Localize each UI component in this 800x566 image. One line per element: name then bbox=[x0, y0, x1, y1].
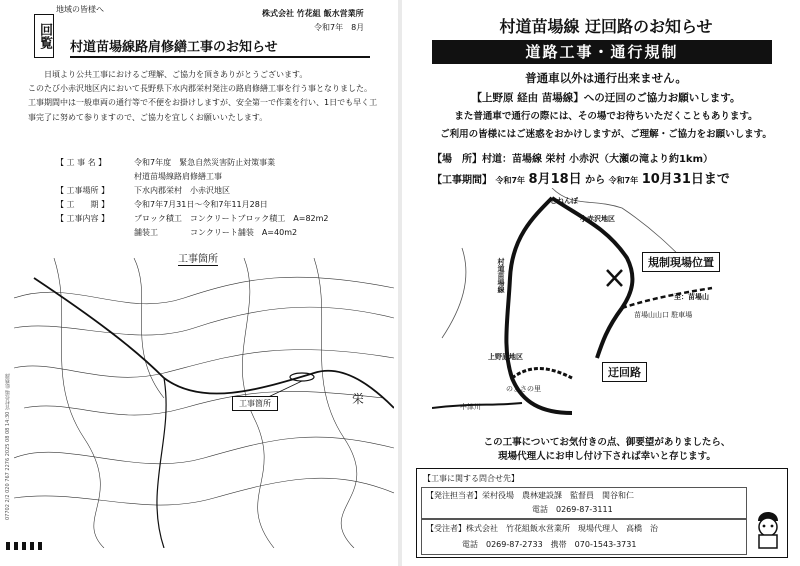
info-value: 舗装工 コンクリート舗装 A=40m2 bbox=[134, 228, 298, 237]
village-road bbox=[597, 308, 622, 358]
map-label-river: 中津川 bbox=[460, 403, 481, 411]
contact-request-line-2: 現場代理人にお申し付け下されば幸いと存じます。 bbox=[498, 451, 716, 462]
project-info bbox=[56, 156, 376, 240]
mascot-icon bbox=[753, 503, 783, 549]
info-row bbox=[56, 212, 376, 226]
intro-paragraph-1: 日頃より公共工事におけるご理解、ご協力を頂きありがとうございます。 bbox=[44, 70, 308, 79]
left-title: 村道苗場線路肩修繕工事のお知らせ bbox=[70, 36, 370, 58]
detour-request: 【上野原 経由 苗場線】への迂回のご協力お願いします。 bbox=[471, 92, 741, 104]
info-value: 下水内郡栄村 小赤沢地区 bbox=[134, 186, 230, 195]
right-notice-page bbox=[402, 0, 800, 566]
orderer-box bbox=[421, 487, 747, 519]
contact-request bbox=[432, 436, 782, 464]
info-label: 【 工事内容 】 bbox=[56, 214, 110, 223]
left-notice-page bbox=[0, 0, 398, 566]
info-value: 令和7年7月31日～令和7年11月28日 bbox=[134, 200, 268, 209]
info-row bbox=[56, 170, 376, 184]
info-row bbox=[56, 156, 376, 170]
site-label: 工事箇所 bbox=[232, 396, 278, 411]
detour-road bbox=[512, 369, 572, 378]
info-row bbox=[56, 198, 376, 212]
info-label: 【 工 期 】 bbox=[56, 200, 110, 209]
waiting-notice: また普通車で通行の際には、その場でお待ちいただくこともあります。 bbox=[454, 111, 758, 122]
info-value: 令和7年度 緊急自然災害防止対策事業 bbox=[134, 158, 276, 167]
restriction-banner: 道路工事・通行規制 bbox=[432, 40, 772, 64]
orderer-name: 【発注担当者】栄村役場 農林建設課 監督員 関谷和仁 bbox=[426, 491, 634, 500]
village-road bbox=[506, 198, 572, 413]
map-label-peak: 至：苗場山 bbox=[674, 293, 709, 301]
contact-request-line-1: この工事についてお気付きの点、御要望がありましたら、 bbox=[483, 437, 731, 448]
info-value: ブロック積工 コンクリートブロック積工 A=82m2 bbox=[134, 214, 329, 223]
place-label: 栄 bbox=[352, 392, 365, 406]
vehicle-notice: 普通車以外は通行出来ません。 bbox=[525, 71, 687, 85]
period-line bbox=[432, 168, 792, 187]
period-label: 【工事期間】 bbox=[432, 175, 492, 186]
addressee: 地域の皆様へ bbox=[56, 5, 104, 14]
info-value: 村道苗場線路肩修繕工事 bbox=[134, 172, 222, 181]
detour-map bbox=[432, 188, 792, 428]
map-label-uenohara: 上野原地区 bbox=[488, 353, 523, 361]
map-label-koakasawa: 小赤沢地区 bbox=[580, 215, 615, 223]
topographic-map bbox=[14, 258, 394, 548]
contact-heading: 【工事に関する問合せ先】 bbox=[423, 474, 519, 483]
map-label-tonenbo: とねんぼ bbox=[550, 197, 578, 205]
info-label: 【 工 事 名 】 bbox=[56, 158, 107, 167]
detour-label: 迂回路 bbox=[602, 362, 647, 382]
road-line bbox=[34, 278, 394, 408]
info-label bbox=[56, 226, 134, 240]
map-label-route: 村道苗場線 bbox=[497, 258, 505, 293]
contractor-name: 【受注者】株式会社 竹花組飯水営業所 現場代理人 高橋 治 bbox=[426, 524, 658, 533]
period-start-era: 令和7年 bbox=[495, 176, 526, 185]
info-row bbox=[56, 184, 376, 198]
info-label: 【 工事場所 】 bbox=[56, 186, 110, 195]
fax-margin-print: 07702 2/2 020 767 2276 2025 08 08 14:30 宮村役場 総務課 bbox=[5, 373, 11, 520]
info-label bbox=[56, 170, 134, 184]
intro-paragraph-2: このたび小赤沢地区内において長野県下水内郡栄村発注の路肩修繕工事を行う事となりました。工事期間中は一般車両の通行等で不便をお掛けしますが、安全第一で作業を行い、1日でも早く工事完了に努めて参りますので、ご協力を宜しくお願いいたします。 bbox=[28, 84, 378, 122]
detour-title: 村道苗場線 迂回路のお知らせ bbox=[499, 17, 713, 36]
checker-mark bbox=[6, 542, 42, 550]
intro-text bbox=[28, 68, 378, 125]
period-start: 8月18日 bbox=[528, 172, 582, 187]
map-label-trail: 苗場山山口 駐車場 bbox=[634, 311, 693, 319]
river-line bbox=[157, 378, 166, 548]
side-road bbox=[442, 248, 466, 338]
company-logo: 株式会社 竹花組 飯水営業所 bbox=[262, 9, 364, 18]
contact-box bbox=[416, 468, 788, 558]
location-line: 【場 所】村道：苗場線 栄村 小赤沢（大瀬の滝より約1km） bbox=[432, 154, 713, 165]
info-row bbox=[56, 226, 376, 240]
contractor-box bbox=[421, 519, 747, 555]
period-from: から bbox=[585, 175, 606, 186]
orderer-phone: 電話 0269-87-3111 bbox=[532, 505, 613, 514]
regulation-site-label: 規制現場位置 bbox=[642, 252, 720, 272]
map-heading: 工事箇所 bbox=[178, 250, 218, 266]
period-end: 10月31日まで bbox=[641, 172, 730, 187]
map-label-bottom: のよさの里 bbox=[506, 385, 541, 393]
kairan-stamp: 回覧 bbox=[34, 14, 54, 58]
apology-notice: ご利用の皆様にはご迷惑をおかけしますが、ご理解・ご協力をお願いします。 bbox=[440, 129, 772, 140]
notice-date: 令和7年 8月 bbox=[314, 23, 365, 32]
contour-lines bbox=[14, 258, 394, 548]
contractor-phone: 電話 0269-87-2733 携帯 070-1543-3731 bbox=[462, 540, 637, 549]
period-end-era: 令和7年 bbox=[608, 176, 639, 185]
